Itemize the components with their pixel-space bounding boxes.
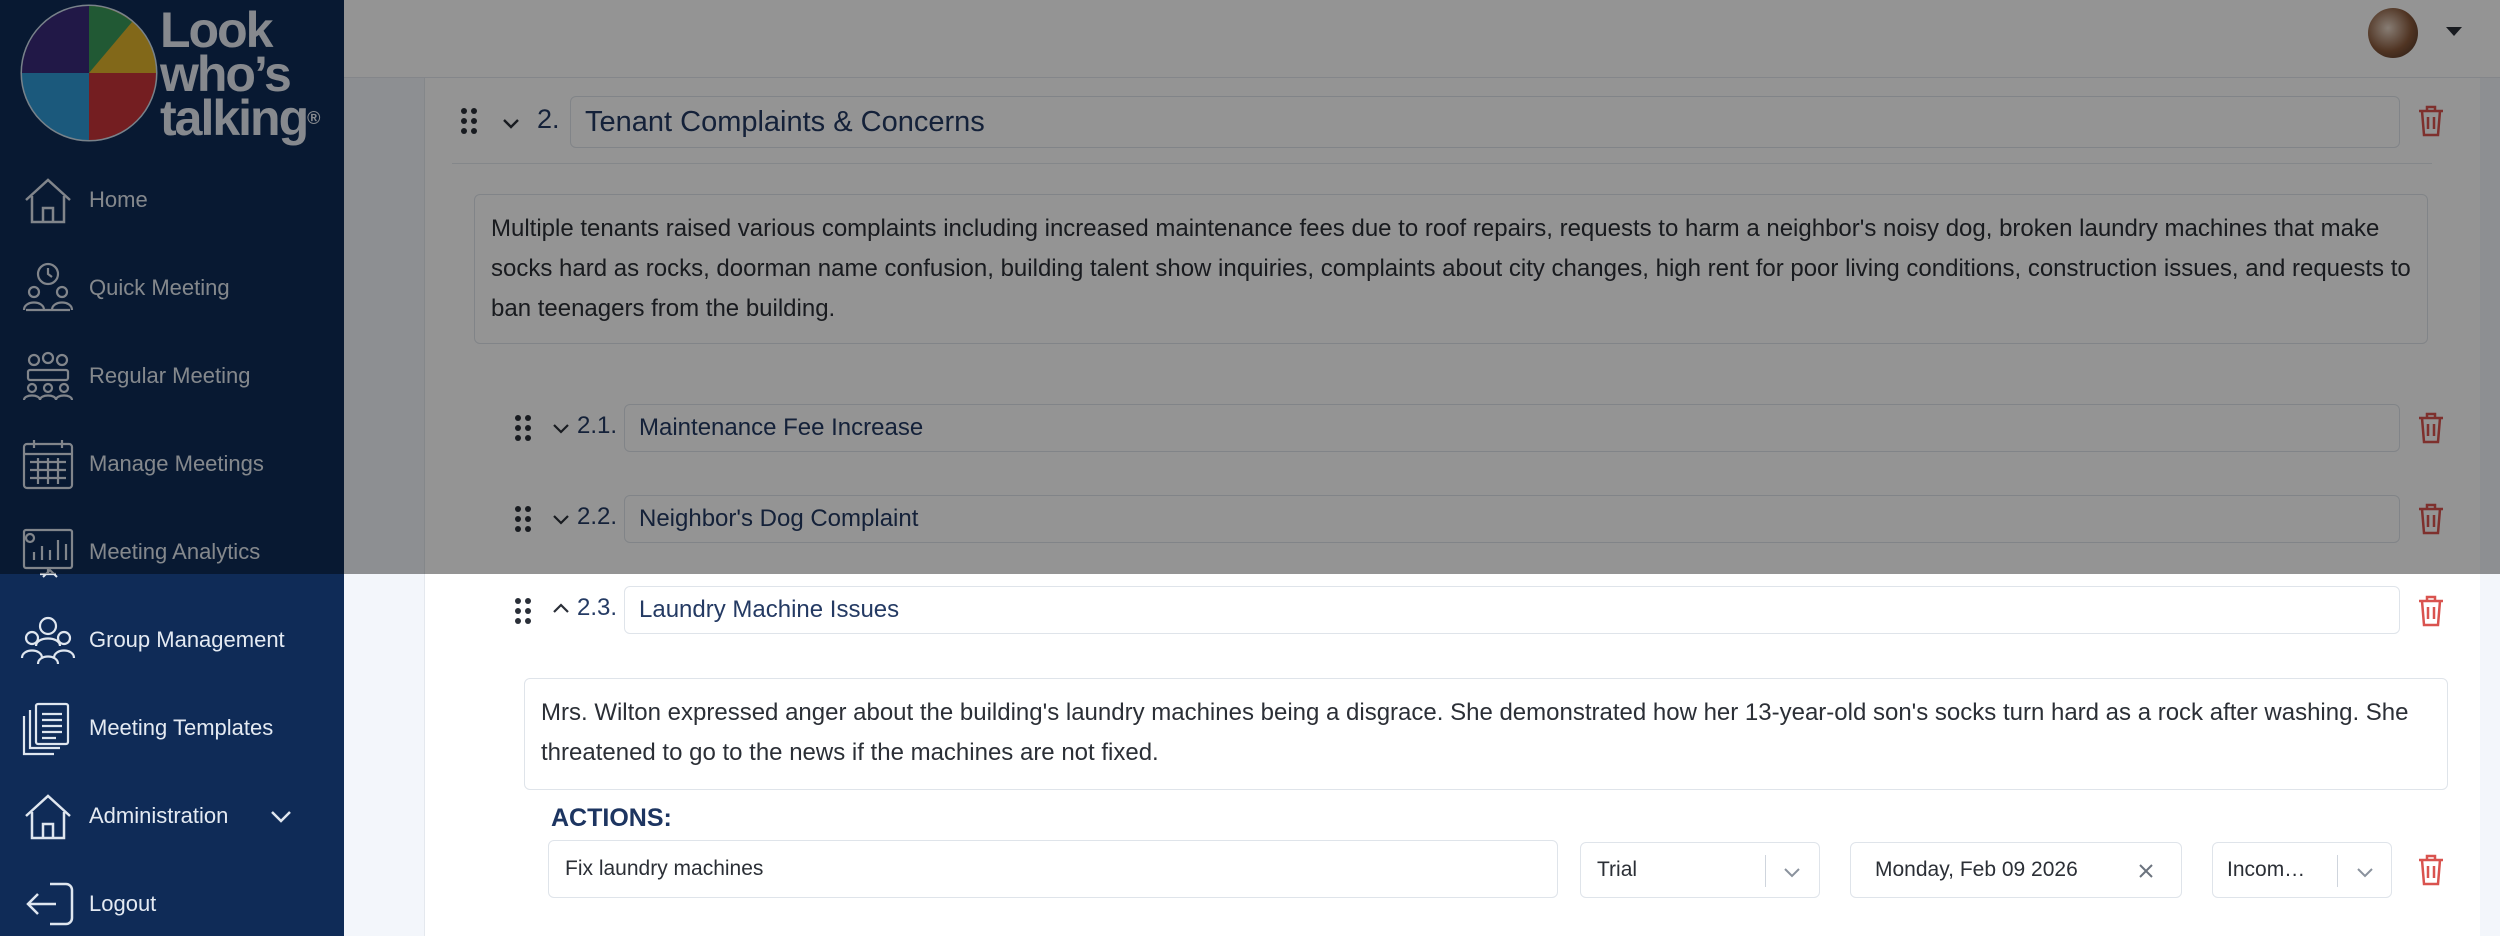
avatar[interactable] [2368,8,2418,58]
chevron-up-icon[interactable] [550,598,572,620]
subtopic-number: 2.1. [577,412,618,439]
trash-icon[interactable] [2416,594,2446,628]
status-select[interactable] [2212,842,2392,898]
administration-icon [20,788,76,844]
drag-handle-icon[interactable] [458,106,480,136]
actions-heading: ACTIONS: [551,804,672,832]
status-value: Incom… [2227,858,2306,881]
chevron-down-icon[interactable] [550,417,572,439]
top-bar [344,0,2500,78]
action-description-input[interactable] [548,840,1558,898]
sidebar-item-regular-meeting[interactable] [0,332,344,420]
sidebar-item-meeting-analytics[interactable] [0,508,344,596]
subtopic-title-input[interactable]: Neighbor's Dog Complaint [624,495,2400,543]
sidebar-item-label: Logout [89,891,157,916]
logo-pie-icon [20,4,158,142]
chevron-down-icon[interactable] [268,803,294,829]
sidebar-item-label: Meeting Analytics [89,539,261,564]
trash-icon[interactable] [2416,853,2446,887]
chevron-down-icon[interactable] [500,112,522,134]
chevron-down-icon[interactable] [2355,863,2375,881]
sidebar-item-label: Group Management [89,627,285,652]
quick-meeting-icon [20,260,76,316]
chevron-down-icon[interactable] [1782,863,1802,881]
home-icon [20,172,76,228]
sidebar-item-administration[interactable] [0,772,344,860]
due-date-input[interactable] [1850,842,2182,898]
logout-icon [20,876,76,932]
trash-icon[interactable] [2416,104,2446,138]
assignee-select[interactable] [1580,842,1820,898]
sidebar-item-label: Regular Meeting [89,363,251,388]
sidebar-item-manage-meetings[interactable] [0,420,344,508]
topic-notes[interactable]: Multiple tenants raised various complaints including increased maintenance fees due to roof repairs, requests to harm a neighbor's noisy dog, broken laundry machines that make socks hard as rocks, doorman name confusion, building talent show inquiries, complaints about city changes, high rent for poor living conditions, construction issues, and requests to ban teenagers from the building. [474,194,2428,344]
divider [452,163,2432,164]
templates-icon [20,700,76,756]
chevron-up-icon[interactable] [40,566,60,580]
clear-icon[interactable] [2137,862,2155,880]
sidebar-item-label: Meeting Templates [89,715,274,740]
subtopic-number: 2.2. [577,503,618,530]
due-date-value: Monday, Feb 09 2026 [1875,858,2078,881]
subtopic-title-input[interactable]: Laundry Machine Issues [624,586,2400,634]
sidebar-item-logout[interactable] [0,860,344,936]
topic-number: 2. [537,104,560,134]
sidebar-item-meeting-templates[interactable] [0,684,344,772]
assignee-value: Trial [1597,858,1638,881]
chevron-down-icon[interactable] [550,508,572,530]
subtopic-notes[interactable]: Mrs. Wilton expressed anger about the building's laundry machines being a disgrace. She demonstrated how her 13-year-old son's socks turn hard as a rock after washing. She threatened to go to the news if the machines are not fixed. [524,678,2448,790]
sidebar-item-quick-meeting[interactable] [0,244,344,332]
trash-icon[interactable] [2416,502,2446,536]
subtopic-title-input[interactable]: Maintenance Fee Increase [624,404,2400,452]
sidebar-item-label: Quick Meeting [89,275,230,300]
logo-wordmark [160,2,321,146]
drag-handle-icon[interactable] [512,596,534,626]
topic-title-input[interactable]: Tenant Complaints & Concerns [570,96,2400,148]
sidebar-item-label: Home [89,187,148,212]
select-separator [2337,855,2338,887]
app-logo[interactable] [20,4,340,152]
regular-meeting-icon [20,348,76,404]
caret-down-icon[interactable] [2444,24,2464,38]
action-description: Fix laundry machines [565,857,764,880]
registered-mark: ® [307,108,321,128]
drag-handle-icon[interactable] [512,504,534,534]
sidebar-item-label: Manage Meetings [89,451,264,476]
logo-line-2: who’s [160,46,290,102]
logo-line-1: Look [160,2,272,58]
trash-icon[interactable] [2416,411,2446,445]
drag-handle-icon[interactable] [512,413,534,443]
sidebar-item-group-management[interactable] [0,596,344,684]
select-separator [1765,855,1766,887]
logo-line-3: talking [160,90,308,146]
sidebar-item-home[interactable] [0,156,344,244]
sidebar [0,0,344,936]
sidebar-item-label: Administration [89,803,229,828]
subtopic-number: 2.3. [577,594,618,621]
calendar-icon [20,436,76,492]
group-icon [20,612,76,668]
